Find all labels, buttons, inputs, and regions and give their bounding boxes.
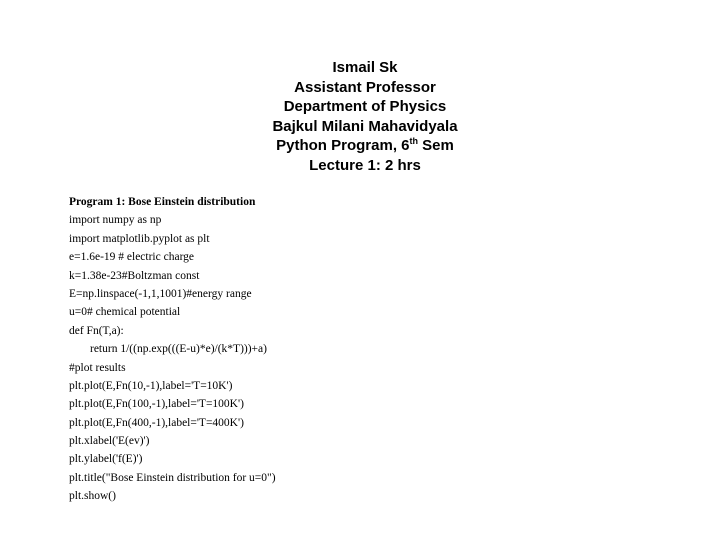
lecture-info: Lecture 1: 2 hrs	[309, 156, 421, 174]
code-line: plt.plot(E,Fn(100,-1),label='T=100K')	[69, 398, 244, 411]
code-line: k=1.38e-23#Boltzman const	[69, 269, 200, 282]
slide-header	[0, 58, 720, 175]
program-semester-prefix: Python Program, 6	[276, 137, 410, 154]
code-line: def Fn(T,a):	[69, 324, 124, 337]
code-line: plt.plot(E,Fn(10,-1),label='T=10K')	[69, 379, 233, 392]
code-line: u=0# chemical potential	[69, 306, 181, 319]
college-name: Bajkul Milani Mahavidyala	[272, 117, 458, 135]
program-semester-suffix: Sem	[418, 137, 454, 154]
author-designation: Assistant Professor	[294, 78, 436, 96]
program-title: Program 1: Bose Einstein distribution	[69, 196, 256, 208]
code-line: e=1.6e-19 # electric charge	[69, 251, 195, 264]
code-line-indented: return 1/((np.exp(((E-u)*e)/(k*T)))+a)	[90, 343, 267, 356]
code-line: plt.show()	[69, 490, 116, 503]
program-semester	[0, 136, 720, 156]
author-name: Ismail Sk	[332, 59, 398, 76]
code-line: #plot results	[69, 361, 126, 374]
code-line: plt.ylabel('f(E)')	[69, 453, 143, 466]
code-line: E=np.linspace(-1,1,1001)#energy range	[69, 287, 252, 300]
code-line: plt.plot(E,Fn(400,-1),label='T=400K')	[69, 416, 244, 429]
code-line: plt.title("Bose Einstein distribution for u=0")	[69, 471, 276, 484]
program-semester-ordinal: th	[409, 136, 418, 146]
code-line: import matplotlib.pyplot as plt	[69, 232, 210, 245]
program-code-block	[69, 193, 276, 506]
code-line: plt.xlabel('E(ev)')	[69, 435, 150, 448]
code-line: import numpy as np	[69, 214, 162, 227]
department-name: Department of Physics	[283, 98, 447, 115]
